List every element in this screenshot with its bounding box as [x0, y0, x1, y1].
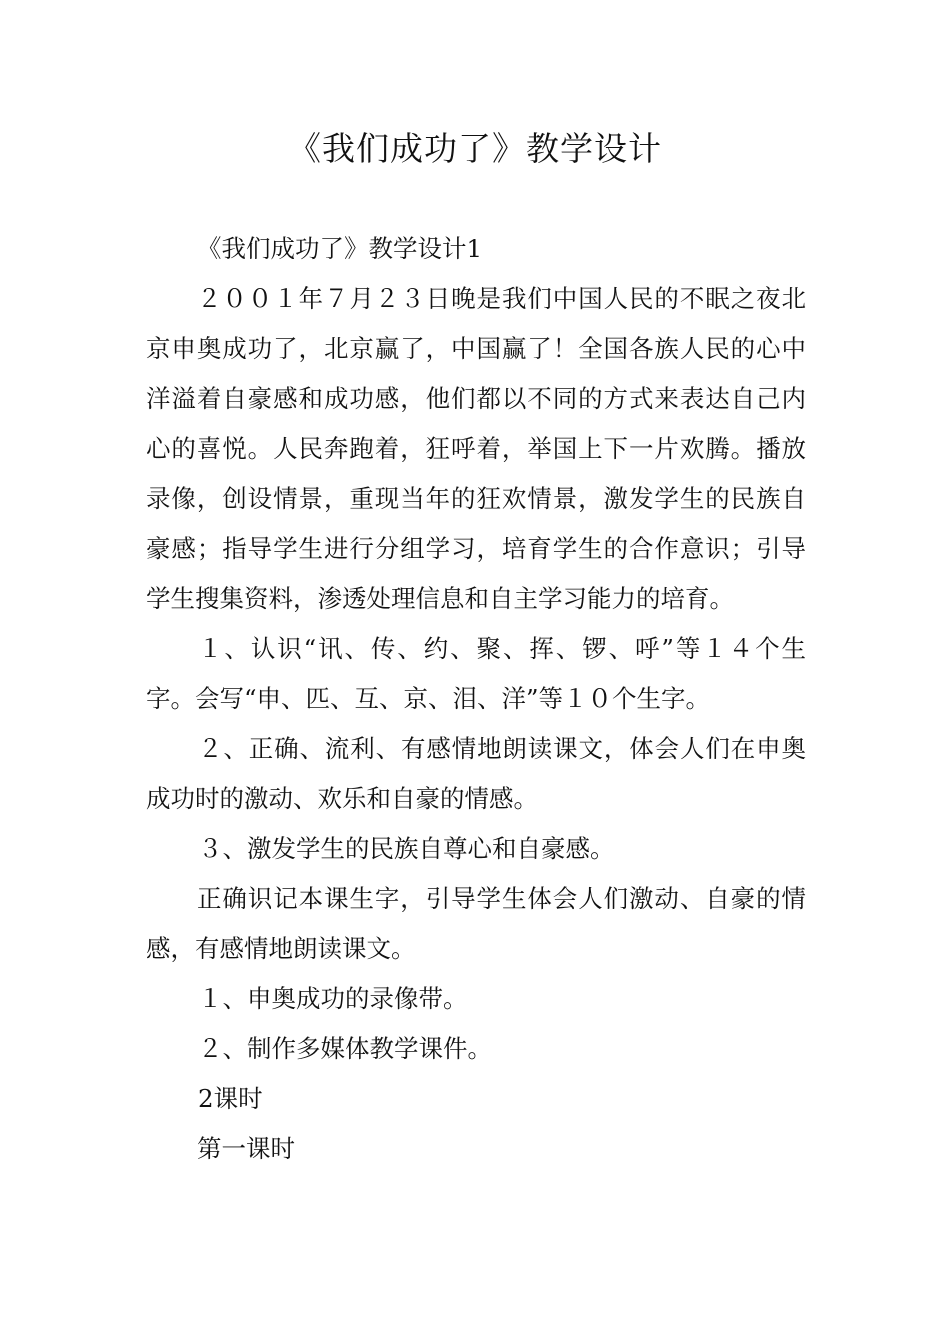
objective-item-1: １、认识“讯、传、约、聚、挥、锣、呼”等１４个生字。会写“申、匹、互、京、泪、洋”等１０个生字。 [146, 634, 806, 713]
key-points-paragraph: 正确识记本课生字，引导学生体会人们激动、自豪的情感，有感情地朗读课文。 [146, 884, 806, 963]
lesson-duration: 2课时 [198, 1084, 263, 1113]
lesson-heading: 第一课时 [197, 1134, 295, 1163]
document-body [146, 224, 806, 1174]
objective-item-2: ２、正确、流利、有感情地朗读课文，体会人们在申奥成功时的激动、欢乐和自豪的情感。 [146, 734, 806, 813]
document-title: 《我们成功了》教学设计 [288, 129, 662, 168]
intro-paragraph: ２００１年７月２３日晚是我们中国人民的不眠之夜北京申奥成功了，北京赢了，中国赢了！全国各族人民的心中洋溢着自豪感和成功感，他们都以不同的方式来表达自己内心的喜悦。人民奔跑着，狂呼着，举国上下一片欢腾。播放录像，创设情景，重现当年的狂欢情景，激发学生的民族自豪感；指导学生进行分组学习，培育学生的合作意识；引导学生搜集资料，渗透处理信息和自主学习能力的培育。 [146, 284, 806, 613]
section-heading: 《我们成功了》教学设计1 [197, 234, 483, 263]
objective-item-3: ３、激发学生的民族自尊心和自豪感。 [198, 834, 615, 863]
preparation-item-1: １、申奥成功的录像带。 [198, 984, 468, 1013]
preparation-item-2: ２、制作多媒体教学课件。 [198, 1034, 492, 1063]
